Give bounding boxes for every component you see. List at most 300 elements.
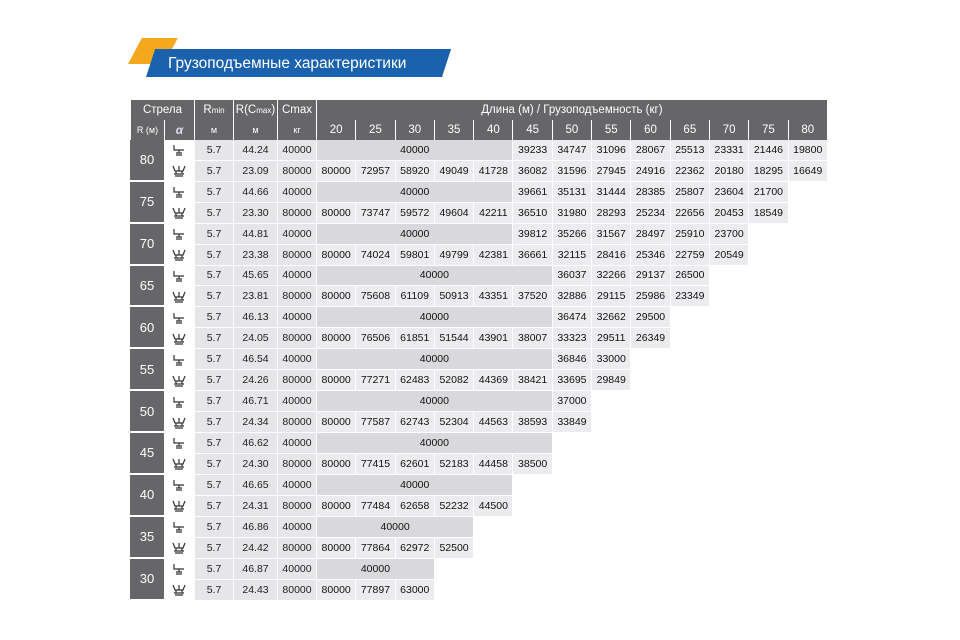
table-row [130, 496, 827, 517]
multi-hook-icon [164, 286, 194, 307]
capacity-cell: 31596 [552, 161, 591, 182]
rmin-cell: 5.7 [194, 538, 233, 559]
capacity-cell: 80000 [316, 580, 355, 601]
single-hook-icon [164, 517, 194, 538]
capacity-cell: 42381 [473, 245, 512, 266]
empty-cell [670, 328, 827, 349]
rcmax-cell: 46.65 [233, 475, 277, 496]
table-row [130, 182, 827, 203]
empty-cell [512, 496, 826, 517]
section-title [128, 38, 448, 78]
rcmax-cell: 44.66 [233, 182, 277, 203]
capacity-cell: 39661 [512, 182, 551, 203]
capacity-cell: 23331 [709, 140, 748, 161]
cmax-cell: 40000 [277, 224, 316, 245]
header-length-30: 30 [395, 120, 434, 140]
capacity-cell: 77587 [355, 412, 394, 433]
capacity-cell: 39233 [512, 140, 551, 161]
multi-hook-icon [164, 412, 194, 433]
merged-capacity-cell: 40000 [316, 182, 512, 203]
header-length-35: 35 [434, 120, 473, 140]
capacity-cell: 59801 [395, 245, 434, 266]
capacity-cell: 49799 [434, 245, 473, 266]
cmax-cell: 80000 [277, 286, 316, 307]
cmax-cell: 40000 [277, 559, 316, 580]
empty-cell [709, 286, 827, 307]
boom-length-cell: 50 [130, 391, 164, 433]
capacity-cell: 26500 [670, 266, 709, 287]
capacity-cell: 18549 [748, 203, 787, 224]
cmax-cell: 80000 [277, 328, 316, 349]
single-hook-icon [164, 224, 194, 245]
capacity-cell: 58920 [395, 161, 434, 182]
capacity-cell: 22362 [670, 161, 709, 182]
rcmax-cell: 46.54 [233, 349, 277, 370]
capacity-cell: 35266 [552, 224, 591, 245]
empty-cell [434, 580, 827, 601]
cmax-cell: 80000 [277, 203, 316, 224]
boom-length-cell: 60 [130, 307, 164, 349]
empty-cell [630, 370, 826, 391]
capacity-cell: 77484 [355, 496, 394, 517]
header-row-1 [130, 100, 827, 120]
rcmax-cell: 45.65 [233, 266, 277, 287]
header-boom: Стрела [130, 100, 194, 120]
capacity-cell: 32662 [591, 307, 630, 328]
capacity-cell: 32115 [552, 245, 591, 266]
capacity-cell: 44458 [473, 454, 512, 475]
capacity-cell: 25986 [630, 286, 669, 307]
capacity-cell: 20549 [709, 245, 748, 266]
cmax-cell: 40000 [277, 307, 316, 328]
header-length-60: 60 [630, 120, 669, 140]
cmax-cell: 40000 [277, 433, 316, 454]
multi-hook-icon [164, 538, 194, 559]
capacity-cell: 50913 [434, 286, 473, 307]
rmin-cell: 5.7 [194, 140, 233, 161]
capacity-cell: 80000 [316, 328, 355, 349]
cmax-cell: 40000 [277, 182, 316, 203]
merged-capacity-cell: 40000 [316, 307, 552, 328]
cmax-cell: 40000 [277, 266, 316, 287]
rmin-cell: 5.7 [194, 307, 233, 328]
header-unit-m: м [233, 120, 277, 140]
boom-length-cell: 40 [130, 475, 164, 517]
rmin-cell: 5.7 [194, 203, 233, 224]
capacity-cell: 33695 [552, 370, 591, 391]
multi-hook-icon [164, 496, 194, 517]
capacity-cell: 77415 [355, 454, 394, 475]
rcmax-cell: 44.24 [233, 140, 277, 161]
empty-cell [591, 412, 827, 433]
single-hook-icon [164, 475, 194, 496]
capacity-cell: 62483 [395, 370, 434, 391]
header-rcmax: R(Cmax) [233, 100, 277, 120]
capacity-cell: 77897 [355, 580, 394, 601]
capacity-cell: 80000 [316, 286, 355, 307]
single-hook-icon [164, 140, 194, 161]
capacity-cell: 43351 [473, 286, 512, 307]
load-chart-table-wrap [130, 100, 827, 601]
capacity-cell: 73747 [355, 203, 394, 224]
multi-hook-icon [164, 161, 194, 182]
rmin-cell: 5.7 [194, 224, 233, 245]
merged-capacity-cell: 40000 [316, 559, 434, 580]
capacity-cell: 19800 [788, 140, 827, 161]
table-row [130, 245, 827, 266]
cmax-cell: 40000 [277, 349, 316, 370]
boom-length-cell: 70 [130, 224, 164, 266]
rcmax-cell: 23.09 [233, 161, 277, 182]
merged-capacity-cell: 40000 [316, 475, 512, 496]
rmin-cell: 5.7 [194, 559, 233, 580]
capacity-cell: 77864 [355, 538, 394, 559]
merged-capacity-cell: 40000 [316, 349, 552, 370]
capacity-cell: 29511 [591, 328, 630, 349]
table-row [130, 286, 827, 307]
capacity-cell: 36661 [512, 245, 551, 266]
capacity-cell: 16649 [788, 161, 827, 182]
table-row [130, 328, 827, 349]
empty-cell [552, 433, 827, 454]
capacity-cell: 63000 [395, 580, 434, 601]
cmax-cell: 80000 [277, 161, 316, 182]
cmax-cell: 80000 [277, 245, 316, 266]
capacity-cell: 36510 [512, 203, 551, 224]
header-unit-kg: кг [277, 120, 316, 140]
empty-cell [788, 203, 827, 224]
capacity-cell: 38593 [512, 412, 551, 433]
multi-hook-icon [164, 203, 194, 224]
capacity-cell: 28416 [591, 245, 630, 266]
capacity-cell: 31980 [552, 203, 591, 224]
capacity-cell: 28497 [630, 224, 669, 245]
rcmax-cell: 46.71 [233, 391, 277, 412]
rmin-cell: 5.7 [194, 412, 233, 433]
capacity-cell: 22656 [670, 203, 709, 224]
empty-cell [748, 224, 827, 245]
table-row [130, 370, 827, 391]
header-length-25: 25 [355, 120, 394, 140]
capacity-cell: 33849 [552, 412, 591, 433]
capacity-cell: 44369 [473, 370, 512, 391]
empty-cell [473, 538, 827, 559]
boom-length-cell: 35 [130, 517, 164, 559]
rmin-cell: 5.7 [194, 391, 233, 412]
capacity-cell: 28385 [630, 182, 669, 203]
rmin-cell: 5.7 [194, 517, 233, 538]
header-length-50: 50 [552, 120, 591, 140]
capacity-cell: 59572 [395, 203, 434, 224]
rmin-cell: 5.7 [194, 266, 233, 287]
capacity-cell: 80000 [316, 454, 355, 475]
capacity-cell: 62972 [395, 538, 434, 559]
capacity-cell: 23349 [670, 286, 709, 307]
rcmax-cell: 44.81 [233, 224, 277, 245]
capacity-cell: 31444 [591, 182, 630, 203]
capacity-cell: 49604 [434, 203, 473, 224]
header-length-45: 45 [512, 120, 551, 140]
cmax-cell: 80000 [277, 580, 316, 601]
multi-hook-icon [164, 328, 194, 349]
capacity-cell: 28067 [630, 140, 669, 161]
boom-length-cell: 30 [130, 559, 164, 601]
rcmax-cell: 46.87 [233, 559, 277, 580]
multi-hook-icon [164, 454, 194, 475]
capacity-cell: 80000 [316, 496, 355, 517]
capacity-cell: 29849 [591, 370, 630, 391]
multi-hook-icon [164, 245, 194, 266]
table-row [130, 433, 827, 454]
capacity-cell: 75608 [355, 286, 394, 307]
table-row [130, 517, 827, 538]
empty-cell [630, 349, 826, 370]
capacity-cell: 61109 [395, 286, 434, 307]
capacity-cell: 20180 [709, 161, 748, 182]
capacity-cell: 80000 [316, 412, 355, 433]
header-cmax: Cmax [277, 100, 316, 120]
capacity-cell: 51544 [434, 328, 473, 349]
rmin-cell: 5.7 [194, 454, 233, 475]
rcmax-cell: 23.38 [233, 245, 277, 266]
single-hook-icon [164, 266, 194, 287]
capacity-cell: 34747 [552, 140, 591, 161]
capacity-cell: 38421 [512, 370, 551, 391]
empty-cell [512, 475, 826, 496]
single-hook-icon [164, 559, 194, 580]
rcmax-cell: 23.81 [233, 286, 277, 307]
capacity-cell: 41728 [473, 161, 512, 182]
capacity-cell: 33323 [552, 328, 591, 349]
capacity-cell: 18295 [748, 161, 787, 182]
empty-cell [591, 391, 827, 412]
capacity-cell: 36846 [552, 349, 591, 370]
merged-capacity-cell: 40000 [316, 266, 552, 287]
capacity-cell: 29500 [630, 307, 669, 328]
capacity-cell: 31567 [591, 224, 630, 245]
table-row [130, 391, 827, 412]
single-hook-icon [164, 391, 194, 412]
capacity-cell: 38500 [512, 454, 551, 475]
merged-capacity-cell: 40000 [316, 517, 473, 538]
capacity-cell: 52500 [434, 538, 473, 559]
header-length-55: 55 [591, 120, 630, 140]
cmax-cell: 40000 [277, 391, 316, 412]
capacity-cell: 39812 [512, 224, 551, 245]
single-hook-icon [164, 182, 194, 203]
rmin-cell: 5.7 [194, 328, 233, 349]
capacity-cell: 28293 [591, 203, 630, 224]
table-row [130, 224, 827, 245]
capacity-cell: 38007 [512, 328, 551, 349]
capacity-cell: 25807 [670, 182, 709, 203]
empty-cell [748, 245, 827, 266]
table-row [130, 475, 827, 496]
header-length-20: 20 [316, 120, 355, 140]
capacity-cell: 80000 [316, 203, 355, 224]
boom-length-cell: 55 [130, 349, 164, 391]
capacity-cell: 62658 [395, 496, 434, 517]
cmax-cell: 80000 [277, 454, 316, 475]
capacity-cell: 25513 [670, 140, 709, 161]
table-row [130, 307, 827, 328]
header-unit-m: м [194, 120, 233, 140]
table-row [130, 140, 827, 161]
multi-hook-icon [164, 370, 194, 391]
capacity-cell: 32886 [552, 286, 591, 307]
empty-cell [473, 517, 827, 538]
rmin-cell: 5.7 [194, 433, 233, 454]
cmax-cell: 40000 [277, 475, 316, 496]
rcmax-cell: 24.43 [233, 580, 277, 601]
empty-cell [788, 182, 827, 203]
capacity-cell: 62743 [395, 412, 434, 433]
capacity-cell: 23700 [709, 224, 748, 245]
capacity-cell: 52082 [434, 370, 473, 391]
capacity-cell: 52232 [434, 496, 473, 517]
capacity-cell: 77271 [355, 370, 394, 391]
single-hook-icon [164, 433, 194, 454]
capacity-cell: 21700 [748, 182, 787, 203]
rmin-cell: 5.7 [194, 580, 233, 601]
capacity-cell: 37520 [512, 286, 551, 307]
capacity-cell: 29115 [591, 286, 630, 307]
rmin-cell: 5.7 [194, 182, 233, 203]
rmin-cell: 5.7 [194, 349, 233, 370]
rmin-cell: 5.7 [194, 475, 233, 496]
boom-length-cell: 45 [130, 433, 164, 475]
rcmax-cell: 23.30 [233, 203, 277, 224]
capacity-cell: 23604 [709, 182, 748, 203]
capacity-cell: 44500 [473, 496, 512, 517]
capacity-cell: 80000 [316, 538, 355, 559]
rcmax-cell: 24.30 [233, 454, 277, 475]
rmin-cell: 5.7 [194, 161, 233, 182]
cmax-cell: 40000 [277, 517, 316, 538]
boom-length-cell: 75 [130, 182, 164, 224]
header-r-unit: R (м) [130, 120, 164, 140]
capacity-cell: 36082 [512, 161, 551, 182]
page-title: Грузоподъемные характеристики [168, 55, 407, 72]
capacity-cell: 80000 [316, 370, 355, 391]
table-row [130, 161, 827, 182]
header-alpha: α [164, 120, 194, 140]
capacity-cell: 25346 [630, 245, 669, 266]
rcmax-cell: 46.86 [233, 517, 277, 538]
capacity-cell: 76506 [355, 328, 394, 349]
boom-length-cell: 65 [130, 266, 164, 308]
table-row [130, 266, 827, 287]
capacity-cell: 33000 [591, 349, 630, 370]
single-hook-icon [164, 307, 194, 328]
table-row [130, 559, 827, 580]
capacity-cell: 25910 [670, 224, 709, 245]
rcmax-cell: 24.26 [233, 370, 277, 391]
capacity-cell: 32266 [591, 266, 630, 287]
boom-length-cell: 80 [130, 140, 164, 182]
capacity-cell: 44563 [473, 412, 512, 433]
capacity-cell: 49049 [434, 161, 473, 182]
capacity-cell: 42211 [473, 203, 512, 224]
load-chart-table [130, 100, 827, 601]
header-length-70: 70 [709, 120, 748, 140]
empty-cell [434, 559, 827, 580]
capacity-cell: 74024 [355, 245, 394, 266]
header-length-75: 75 [748, 120, 787, 140]
empty-cell [552, 454, 827, 475]
cmax-cell: 80000 [277, 370, 316, 391]
capacity-cell: 29137 [630, 266, 669, 287]
header-length-65: 65 [670, 120, 709, 140]
table-row [130, 203, 827, 224]
single-hook-icon [164, 349, 194, 370]
capacity-cell: 52183 [434, 454, 473, 475]
capacity-cell: 37000 [552, 391, 591, 412]
cmax-cell: 80000 [277, 538, 316, 559]
capacity-cell: 25234 [630, 203, 669, 224]
cmax-cell: 80000 [277, 412, 316, 433]
empty-cell [709, 266, 827, 287]
capacity-cell: 80000 [316, 245, 355, 266]
table-row [130, 349, 827, 370]
header-length-40: 40 [473, 120, 512, 140]
cmax-cell: 80000 [277, 496, 316, 517]
capacity-cell: 20453 [709, 203, 748, 224]
capacity-cell: 31096 [591, 140, 630, 161]
rcmax-cell: 24.42 [233, 538, 277, 559]
capacity-cell: 52304 [434, 412, 473, 433]
rcmax-cell: 46.62 [233, 433, 277, 454]
table-row [130, 454, 827, 475]
capacity-cell: 22759 [670, 245, 709, 266]
rcmax-cell: 46.13 [233, 307, 277, 328]
rmin-cell: 5.7 [194, 245, 233, 266]
merged-capacity-cell: 40000 [316, 140, 512, 161]
empty-cell [670, 307, 827, 328]
capacity-cell: 80000 [316, 161, 355, 182]
header-length-80: 80 [788, 120, 827, 140]
rmin-cell: 5.7 [194, 370, 233, 391]
capacity-cell: 26349 [630, 328, 669, 349]
table-row [130, 538, 827, 559]
capacity-cell: 61851 [395, 328, 434, 349]
capacity-cell: 24916 [630, 161, 669, 182]
capacity-cell: 27945 [591, 161, 630, 182]
capacity-cell: 72957 [355, 161, 394, 182]
header-length-capacity: Длина (м) / Грузоподъемность (кг) [316, 100, 827, 120]
rcmax-cell: 24.34 [233, 412, 277, 433]
rmin-cell: 5.7 [194, 286, 233, 307]
multi-hook-icon [164, 580, 194, 601]
capacity-cell: 43901 [473, 328, 512, 349]
merged-capacity-cell: 40000 [316, 224, 512, 245]
capacity-cell: 21446 [748, 140, 787, 161]
header-rmin: Rmin [194, 100, 233, 120]
header-row-2 [130, 120, 827, 140]
capacity-cell: 35131 [552, 182, 591, 203]
table-row [130, 580, 827, 601]
merged-capacity-cell: 40000 [316, 433, 552, 454]
rcmax-cell: 24.31 [233, 496, 277, 517]
cmax-cell: 40000 [277, 140, 316, 161]
capacity-cell: 36474 [552, 307, 591, 328]
capacity-cell: 36037 [552, 266, 591, 287]
rcmax-cell: 24.05 [233, 328, 277, 349]
rmin-cell: 5.7 [194, 496, 233, 517]
merged-capacity-cell: 40000 [316, 391, 552, 412]
table-row [130, 412, 827, 433]
capacity-cell: 62601 [395, 454, 434, 475]
